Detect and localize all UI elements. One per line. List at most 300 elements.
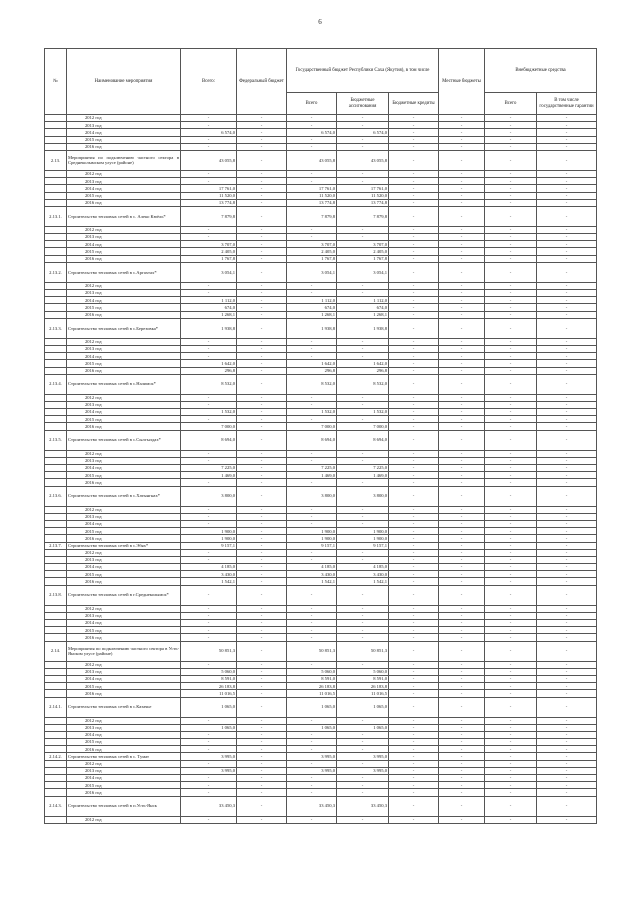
- cell-state-capital: 11 520,0: [337, 192, 389, 199]
- cell-extra-guaranteed: -: [537, 683, 597, 690]
- row-number: [45, 129, 67, 136]
- row-name: Строительство тепловых сетей в с.Аргахтах*: [67, 262, 181, 282]
- row-name: Строительство тепловых сетей в п.Усть-Янск: [67, 796, 181, 816]
- table-row: [45, 724, 597, 731]
- cell-state-total: 5 060,0: [287, 668, 337, 675]
- cell-total: -: [181, 739, 237, 746]
- cell-extra-total: -: [485, 578, 537, 585]
- cell-state-total: 1 900,0: [287, 528, 337, 535]
- cell-federal: -: [237, 311, 287, 318]
- row-number: [45, 767, 67, 774]
- cell-state-capital: 1 900,0: [337, 535, 389, 542]
- cell-local: -: [439, 620, 485, 627]
- cell-extra-guaranteed: -: [537, 450, 597, 457]
- table-row: [45, 450, 597, 457]
- row-year: 2012 год: [67, 115, 181, 122]
- cell-extra-guaranteed: -: [537, 506, 597, 513]
- cell-total: 1 938,8: [181, 318, 237, 338]
- row-year: 2015 год: [67, 683, 181, 690]
- cell-local: -: [439, 782, 485, 789]
- cell-extra-total: -: [485, 360, 537, 367]
- row-number: 2.13.: [45, 150, 67, 170]
- table-row: [45, 374, 597, 394]
- cell-federal: -: [237, 571, 287, 578]
- row-name: Строительство тепловых сетей в с.Березовка*: [67, 318, 181, 338]
- cell-state-capital: 17 761,0: [337, 185, 389, 192]
- cell-state-other: -: [389, 423, 439, 430]
- cell-total: 43 055,8: [181, 150, 237, 170]
- cell-state-total: -: [287, 782, 337, 789]
- cell-state-other: -: [389, 401, 439, 408]
- cell-state-capital: 3 430,0: [337, 571, 389, 578]
- cell-state-other: -: [389, 143, 439, 150]
- cell-extra-total: -: [485, 304, 537, 311]
- cell-extra-guaranteed: -: [537, 668, 597, 675]
- row-number: [45, 506, 67, 513]
- cell-state-capital: -: [337, 605, 389, 612]
- cell-state-total: -: [287, 136, 337, 143]
- cell-state-capital: -: [337, 416, 389, 423]
- header-extra-total: Всего: [485, 93, 537, 115]
- cell-local: -: [439, 683, 485, 690]
- cell-extra-guaranteed: -: [537, 690, 597, 697]
- cell-local: -: [439, 282, 485, 289]
- cell-total: 11 016,5: [181, 690, 237, 697]
- cell-state-capital: 3 707,0: [337, 241, 389, 248]
- cell-federal: -: [237, 542, 287, 549]
- cell-local: -: [439, 170, 485, 177]
- cell-state-other: -: [389, 170, 439, 177]
- header-name: Наименование мероприятия: [67, 49, 181, 115]
- row-number: 2.14.2.: [45, 753, 67, 760]
- cell-total: -: [181, 345, 237, 352]
- table-row: [45, 360, 597, 367]
- cell-extra-total: -: [485, 185, 537, 192]
- cell-total: 4 185,0: [181, 564, 237, 571]
- row-number: [45, 282, 67, 289]
- cell-local: -: [439, 605, 485, 612]
- cell-total: 674,0: [181, 304, 237, 311]
- cell-total: 1 767,8: [181, 255, 237, 262]
- row-number: [45, 724, 67, 731]
- cell-local: -: [439, 767, 485, 774]
- cell-state-capital: 1 268,1: [337, 311, 389, 318]
- table-row: [45, 641, 597, 661]
- row-year: 2013 год: [67, 290, 181, 297]
- cell-state-total: 3 430,0: [287, 571, 337, 578]
- table-row: [45, 782, 597, 789]
- table-row: [45, 115, 597, 122]
- table-row: [45, 178, 597, 185]
- budget-table: [44, 48, 597, 824]
- cell-total: 3 995,0: [181, 753, 237, 760]
- header-local: Местные бюджеты: [439, 49, 485, 115]
- cell-state-other: -: [389, 457, 439, 464]
- table-row: [45, 262, 597, 282]
- cell-extra-guaranteed: -: [537, 782, 597, 789]
- cell-extra-total: -: [485, 115, 537, 122]
- row-number: [45, 556, 67, 563]
- cell-state-capital: -: [337, 506, 389, 513]
- cell-extra-guaranteed: -: [537, 760, 597, 767]
- row-name: Мероприятия по подключению частного сектора в Среднеколымском улусе (районе): [67, 150, 181, 170]
- cell-extra-total: -: [485, 401, 537, 408]
- cell-state-other: -: [389, 782, 439, 789]
- cell-extra-guaranteed: -: [537, 367, 597, 374]
- cell-extra-total: -: [485, 338, 537, 345]
- cell-state-total: 1 938,8: [287, 318, 337, 338]
- cell-total: 3 430,0: [181, 571, 237, 578]
- cell-state-total: 6 574,0: [287, 129, 337, 136]
- cell-state-other: -: [389, 185, 439, 192]
- table-row: [45, 199, 597, 206]
- cell-extra-total: -: [485, 717, 537, 724]
- cell-state-other: -: [389, 430, 439, 450]
- cell-federal: -: [237, 683, 287, 690]
- cell-extra-guaranteed: -: [537, 717, 597, 724]
- table-row: [45, 192, 597, 199]
- cell-extra-total: -: [485, 192, 537, 199]
- row-number: 2.13.8.: [45, 585, 67, 605]
- cell-extra-total: -: [485, 374, 537, 394]
- cell-state-total: 1 065,0: [287, 697, 337, 717]
- cell-state-capital: 3 054,1: [337, 262, 389, 282]
- cell-state-other: -: [389, 717, 439, 724]
- row-year: 2013 год: [67, 234, 181, 241]
- cell-local: -: [439, 472, 485, 479]
- row-number: [45, 248, 67, 255]
- cell-federal: -: [237, 178, 287, 185]
- cell-state-capital: 11 016,5: [337, 690, 389, 697]
- cell-federal: -: [237, 318, 287, 338]
- cell-state-capital: -: [337, 661, 389, 668]
- cell-extra-guaranteed: -: [537, 520, 597, 527]
- table-row: [45, 760, 597, 767]
- cell-local: -: [439, 520, 485, 527]
- row-year: 2014 год: [67, 520, 181, 527]
- table-row: [45, 234, 597, 241]
- cell-total: -: [181, 479, 237, 486]
- cell-state-other: -: [389, 129, 439, 136]
- cell-local: -: [439, 122, 485, 129]
- cell-extra-guaranteed: -: [537, 564, 597, 571]
- table-row: [45, 775, 597, 782]
- cell-federal: -: [237, 775, 287, 782]
- cell-state-total: -: [287, 282, 337, 289]
- cell-local: -: [439, 401, 485, 408]
- cell-extra-guaranteed: -: [537, 753, 597, 760]
- cell-state-capital: -: [337, 585, 389, 605]
- row-number: [45, 353, 67, 360]
- row-year: 2014 год: [67, 731, 181, 738]
- cell-state-capital: -: [337, 556, 389, 563]
- table-row: [45, 612, 597, 619]
- cell-state-other: -: [389, 760, 439, 767]
- cell-extra-total: -: [485, 367, 537, 374]
- header-state-total: Всего: [287, 93, 337, 115]
- cell-state-capital: -: [337, 115, 389, 122]
- cell-local: -: [439, 394, 485, 401]
- cell-state-other: -: [389, 178, 439, 185]
- row-year: 2013 год: [67, 401, 181, 408]
- cell-extra-guaranteed: -: [537, 571, 597, 578]
- cell-federal: -: [237, 690, 287, 697]
- cell-total: 9 157,1: [181, 542, 237, 549]
- cell-state-capital: -: [337, 178, 389, 185]
- cell-extra-total: -: [485, 311, 537, 318]
- cell-extra-guaranteed: -: [537, 627, 597, 634]
- cell-state-other: -: [389, 248, 439, 255]
- cell-federal: -: [237, 479, 287, 486]
- cell-extra-guaranteed: -: [537, 528, 597, 535]
- cell-state-total: -: [287, 746, 337, 753]
- cell-total: -: [181, 549, 237, 556]
- row-year: 2013 год: [67, 178, 181, 185]
- cell-federal: -: [237, 416, 287, 423]
- table-row: [45, 282, 597, 289]
- cell-extra-total: -: [485, 416, 537, 423]
- cell-state-total: 1 642,0: [287, 360, 337, 367]
- cell-federal: -: [237, 717, 287, 724]
- cell-state-total: -: [287, 634, 337, 641]
- cell-state-other: -: [389, 479, 439, 486]
- cell-extra-total: -: [485, 353, 537, 360]
- row-number: [45, 143, 67, 150]
- row-year: 2012 год: [67, 760, 181, 767]
- table-row: [45, 206, 597, 226]
- cell-local: -: [439, 374, 485, 394]
- cell-extra-guaranteed: -: [537, 472, 597, 479]
- table-row: [45, 401, 597, 408]
- cell-state-other: -: [389, 136, 439, 143]
- cell-state-other: -: [389, 416, 439, 423]
- table-row: [45, 717, 597, 724]
- cell-total: -: [181, 605, 237, 612]
- cell-extra-total: -: [485, 668, 537, 675]
- cell-local: -: [439, 739, 485, 746]
- table-row: [45, 226, 597, 233]
- cell-extra-guaranteed: -: [537, 185, 597, 192]
- cell-state-total: 17 761,0: [287, 185, 337, 192]
- row-number: 2.14.1.: [45, 697, 67, 717]
- table-row: [45, 661, 597, 668]
- cell-total: 1 065,0: [181, 724, 237, 731]
- cell-state-total: 674,0: [287, 304, 337, 311]
- row-number: [45, 290, 67, 297]
- cell-extra-total: -: [485, 206, 537, 226]
- cell-state-capital: -: [337, 226, 389, 233]
- cell-extra-total: -: [485, 789, 537, 796]
- cell-local: -: [439, 416, 485, 423]
- cell-local: -: [439, 675, 485, 682]
- row-year: 2015 год: [67, 304, 181, 311]
- row-number: [45, 472, 67, 479]
- cell-state-other: -: [389, 115, 439, 122]
- cell-federal: -: [237, 767, 287, 774]
- row-year: 2014 год: [67, 465, 181, 472]
- header-state-other: Бюджетные кредиты: [389, 93, 439, 115]
- cell-state-other: -: [389, 150, 439, 170]
- cell-extra-guaranteed: -: [537, 311, 597, 318]
- cell-extra-total: -: [485, 816, 537, 823]
- cell-total: 2 405,0: [181, 248, 237, 255]
- page-number: 6: [318, 18, 322, 26]
- cell-extra-total: -: [485, 248, 537, 255]
- cell-state-other: -: [389, 731, 439, 738]
- row-year: 2012 год: [67, 338, 181, 345]
- header-num: №: [45, 49, 67, 115]
- table-row: [45, 423, 597, 430]
- row-year: 2014 год: [67, 129, 181, 136]
- row-year: 2015 год: [67, 528, 181, 535]
- cell-state-total: 296,8: [287, 367, 337, 374]
- row-number: [45, 416, 67, 423]
- table-row: [45, 620, 597, 627]
- cell-total: 8 591,0: [181, 675, 237, 682]
- cell-state-capital: -: [337, 513, 389, 520]
- cell-extra-total: -: [485, 136, 537, 143]
- cell-extra-guaranteed: -: [537, 282, 597, 289]
- cell-state-other: -: [389, 697, 439, 717]
- cell-extra-guaranteed: -: [537, 634, 597, 641]
- cell-local: -: [439, 457, 485, 464]
- cell-state-capital: -: [337, 816, 389, 823]
- cell-federal: -: [237, 297, 287, 304]
- cell-federal: -: [237, 564, 287, 571]
- cell-extra-total: -: [485, 450, 537, 457]
- cell-extra-guaranteed: -: [537, 115, 597, 122]
- cell-total: 26 183,8: [181, 683, 237, 690]
- row-number: [45, 409, 67, 416]
- cell-extra-guaranteed: -: [537, 731, 597, 738]
- cell-extra-guaranteed: -: [537, 150, 597, 170]
- cell-local: -: [439, 255, 485, 262]
- cell-state-other: -: [389, 542, 439, 549]
- cell-state-capital: 43 055,8: [337, 150, 389, 170]
- row-number: [45, 450, 67, 457]
- cell-total: -: [181, 627, 237, 634]
- cell-state-capital: 3 995,0: [337, 767, 389, 774]
- cell-extra-total: -: [485, 394, 537, 401]
- cell-federal: -: [237, 556, 287, 563]
- cell-state-other: -: [389, 318, 439, 338]
- cell-local: -: [439, 136, 485, 143]
- cell-federal: -: [237, 661, 287, 668]
- cell-local: -: [439, 192, 485, 199]
- cell-total: 7 225,0: [181, 465, 237, 472]
- row-year: 2015 год: [67, 360, 181, 367]
- table-row: [45, 578, 597, 585]
- cell-total: 1 542,1: [181, 578, 237, 585]
- cell-federal: -: [237, 789, 287, 796]
- cell-state-total: -: [287, 760, 337, 767]
- cell-state-other: -: [389, 683, 439, 690]
- cell-state-other: -: [389, 753, 439, 760]
- cell-state-other: -: [389, 775, 439, 782]
- cell-extra-total: -: [485, 739, 537, 746]
- cell-state-other: -: [389, 353, 439, 360]
- table-row: [45, 255, 597, 262]
- cell-extra-guaranteed: -: [537, 535, 597, 542]
- row-name: Строительство тепловых сетей в с.Сылгылдах*: [67, 430, 181, 450]
- cell-extra-guaranteed: -: [537, 796, 597, 816]
- cell-extra-guaranteed: -: [537, 486, 597, 506]
- cell-local: -: [439, 430, 485, 450]
- cell-extra-total: -: [485, 528, 537, 535]
- cell-state-total: 1 469,0: [287, 472, 337, 479]
- cell-state-total: -: [287, 479, 337, 486]
- row-year: 2013 год: [67, 457, 181, 464]
- cell-total: -: [181, 513, 237, 520]
- row-year: 2012 год: [67, 170, 181, 177]
- header-state-group: Государственный бюджет Республики Саха (Якутия), в том числе: [287, 49, 439, 93]
- cell-federal: -: [237, 248, 287, 255]
- row-number: [45, 739, 67, 746]
- cell-state-capital: 1 938,8: [337, 318, 389, 338]
- cell-extra-total: -: [485, 697, 537, 717]
- cell-federal: -: [237, 450, 287, 457]
- cell-local: -: [439, 753, 485, 760]
- cell-extra-guaranteed: -: [537, 248, 597, 255]
- cell-state-total: 2 405,0: [287, 248, 337, 255]
- cell-federal: -: [237, 535, 287, 542]
- cell-state-capital: -: [337, 122, 389, 129]
- cell-local: -: [439, 311, 485, 318]
- cell-extra-total: -: [485, 571, 537, 578]
- cell-extra-total: -: [485, 585, 537, 605]
- cell-extra-guaranteed: -: [537, 542, 597, 549]
- cell-state-total: 1 112,0: [287, 297, 337, 304]
- cell-state-capital: -: [337, 136, 389, 143]
- cell-extra-total: -: [485, 199, 537, 206]
- row-year: 2012 год: [67, 226, 181, 233]
- cell-state-other: -: [389, 241, 439, 248]
- row-year: 2014 год: [67, 675, 181, 682]
- cell-state-capital: -: [337, 627, 389, 634]
- cell-extra-total: -: [485, 661, 537, 668]
- cell-extra-guaranteed: -: [537, 641, 597, 661]
- cell-state-other: -: [389, 374, 439, 394]
- cell-local: -: [439, 556, 485, 563]
- cell-state-capital: 1 642,0: [337, 360, 389, 367]
- cell-total: 1 532,0: [181, 409, 237, 416]
- row-number: [45, 683, 67, 690]
- cell-state-capital: 7 000,0: [337, 423, 389, 430]
- cell-federal: -: [237, 122, 287, 129]
- cell-federal: -: [237, 782, 287, 789]
- cell-federal: -: [237, 226, 287, 233]
- cell-total: 6 574,0: [181, 129, 237, 136]
- cell-extra-guaranteed: -: [537, 661, 597, 668]
- cell-federal: -: [237, 409, 287, 416]
- row-name: Строительство тепловых сетей в с. Тумат: [67, 753, 181, 760]
- cell-state-capital: 6 574,0: [337, 129, 389, 136]
- cell-total: 50 851,3: [181, 641, 237, 661]
- cell-state-total: 1 065,0: [287, 724, 337, 731]
- cell-total: -: [181, 234, 237, 241]
- cell-state-capital: 2 405,0: [337, 248, 389, 255]
- table-row: [45, 150, 597, 170]
- cell-state-other: -: [389, 255, 439, 262]
- cell-federal: -: [237, 255, 287, 262]
- row-year: 2015 год: [67, 472, 181, 479]
- row-year: 2013 год: [67, 556, 181, 563]
- cell-federal: -: [237, 150, 287, 170]
- cell-extra-guaranteed: -: [537, 318, 597, 338]
- cell-state-total: 7 000,0: [287, 423, 337, 430]
- table-row: [45, 556, 597, 563]
- cell-state-other: -: [389, 345, 439, 352]
